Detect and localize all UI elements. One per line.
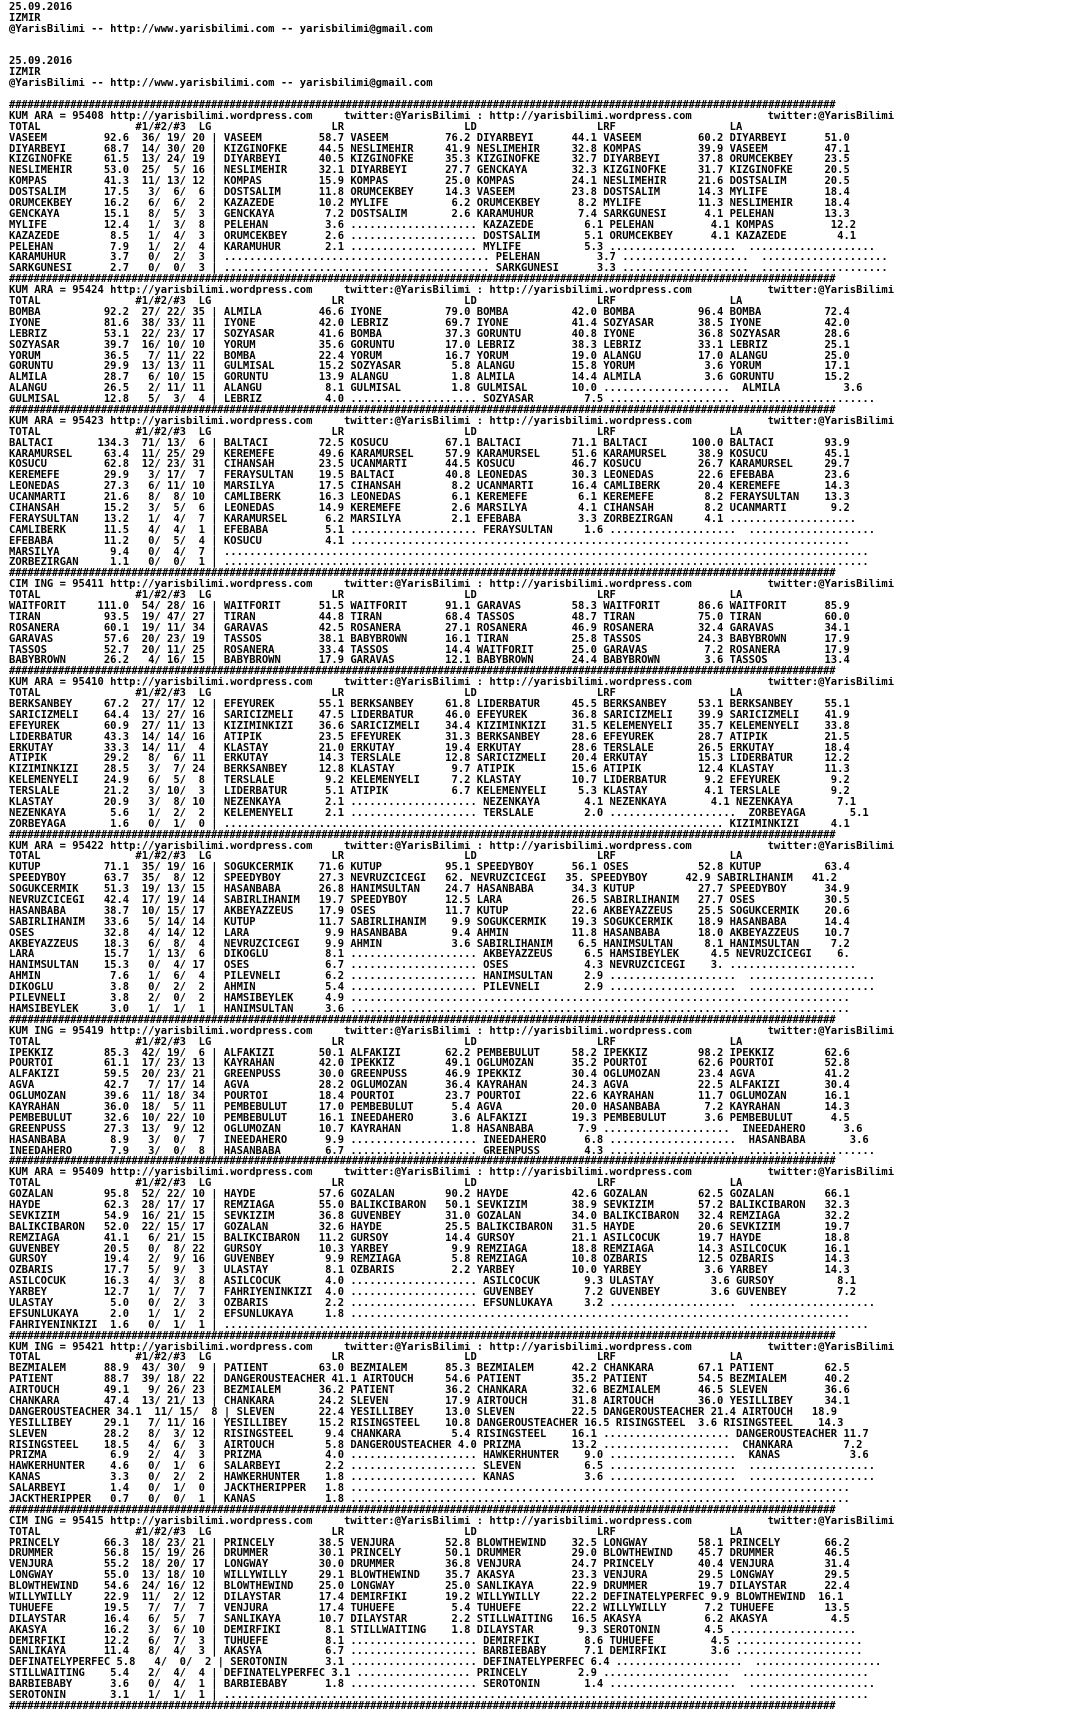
result-row: PEMBEBULUT 32.6 10/ 22/ 10 | PEMBEBULUT 16.1 INEEDAHERO 3.6 ALFAKIZI 19.3 PEMBEBULUT 3.6 PEMBEBULUT 4.5 <box>9 1112 850 1124</box>
result-row: HASANBABA 38.7 10/ 15/ 17 | AKBEYAZZEUS 17.9 OSES 11.7 KUTUP 22.6 AKBEYAZZEUS 25.5 SOGUKCERMIK 20.6 <box>9 905 850 917</box>
result-row: BARBIEBABY 3.6 0/ 4/ 1 | BARBIEBABY 1.8 .................... SEROTONIN 1.4 .................... .................... <box>9 1679 876 1691</box>
result-row: SEROTONIN 3.1 1/ 1/ 1 | ...................................................................................................... <box>9 1690 869 1701</box>
result-row: PRIZMA 6.9 2/ 4/ 3 | PRIZMA 4.0 .................... HAWKERHUNTER 9.0 .................... KANAS 3.6 <box>9 1450 869 1462</box>
result-row: GULMISAL 12.8 5/ 3/ 4 | LEBRIZ 4.0 .................... SOZYASAR 7.5 .................... .................... <box>9 394 876 405</box>
result-row: ALFAKIZI 59.5 20/ 23/ 21 | GREENPUSS 30.0 GREENPUSS 46.9 IPEKKIZ 30.4 OGLUMOZAN 23.4 AGVA 41.2 <box>9 1069 850 1081</box>
section-separator: ####################################################################################################################################### <box>9 1330 836 1342</box>
result-row: SOZYASAR 39.7 16/ 10/ 10 | YORUM 35.6 GORUNTU 17.0 LEBRIZ 38.3 LEBRIZ 33.1 LEBRIZ 25.1 <box>9 339 850 351</box>
race-title: KUM ARA = 95424 http://yarisbilimi.wordpress.com twitter:@YarisBilimi : http://yarisbilimi.wordpress.com twitter:@YarisBilimi <box>9 285 895 297</box>
result-row: KLASTAY 20.9 3/ 8/ 10 | NEZENKAYA 2.1 .................... NEZENKAYA 4.1 NEZENKAYA 4.1 NEZENKAYA 7.1 <box>9 797 857 808</box>
result-row: AKBEYAZZEUS 18.3 6/ 8/ 4 | NEVRUZCICEGI 9.9 AHMIN 3.6 SABIRLIHANIM 6.5 HANIMSULTAN 8.1 HANIMSULTAN 7.2 <box>9 938 850 950</box>
result-row: KAZAZEDE 8.5 1/ 4/ 3 | ORUMCEKBEY 2.6 .................... DOSTSALIM 5.1 ORUMCEKBEY 4.1 KAZAZEDE 4.1 <box>9 230 857 242</box>
result-row: EFEYUREK 60.9 27/ 11/ 13 | KIZIMINKIZI 36.6 SARICIZMELI 34.4 KIZIMINKIZI 31.5 KELEMENYELI 35.7 KELEMENYELI 33.8 <box>9 720 850 732</box>
result-row: KARAMUHUR 3.7 0/ 2/ 3 | .......................................... PELEHAN 3.7 .................... .................... <box>9 252 888 264</box>
result-row: AKASYA 16.2 3/ 6/ 10 | DEMIRFIKI 8.1 STILLWAITING 1.8 DILAYSTAR 9.3 SEROTONIN 4.5 .................... <box>9 1624 857 1636</box>
result-row: ULASTAY 5.0 0/ 2/ 3 | OZBARIS 2.2 .................... EFSUNLUKAYA 3.2 .................... .................... <box>9 1297 876 1309</box>
column-header-row: TOTAL #1/#2/#3 LG LR LD LRF LA <box>9 1352 743 1364</box>
result-row: FERAYSULTAN 13.2 1/ 4/ 7 | KARAMURSEL 6.2 MARSILYA 2.1 EFEBABA 3.3 ZORBEZIRGAN 4.1 .................... <box>9 513 857 525</box>
race-title: KUM ING = 95421 http://yarisbilimi.wordpress.com twitter:@YarisBilimi : http://yarisbilimi.wordpress.com twitter:@YarisBilimi <box>9 1341 895 1353</box>
result-row: HAYDE 62.3 28/ 17/ 17 | REMZIAGA 55.0 BALIKCIBARON 50.1 SEVKIZIM 38.9 SEVKIZIM 57.2 BALIKCIBARON 32.3 <box>9 1199 850 1211</box>
result-row: OZBARIS 17.7 5/ 9/ 3 | ULASTAY 8.1 OZBARIS 2.2 YARBEY 10.0 YARBEY 3.6 YARBEY 14.3 <box>9 1265 850 1277</box>
header-line: @YarisBilimi -- http://www.yarisbilimi.com -- yarisbilimi@gmail.com <box>9 78 433 90</box>
column-header-row: TOTAL #1/#2/#3 LG LR LD LRF LA <box>9 851 743 863</box>
result-row: ALANGU 26.5 2/ 11/ 11 | ALANGU 8.1 GULMISAL 1.8 GULMISAL 10.0 .................... ALMILA 3.6 <box>9 383 863 395</box>
race-title: CIM ING = 95411 http://yarisbilimi.wordpress.com twitter:@YarisBilimi : http://yarisbilimi.wordpress.com twitter:@YarisBilimi <box>9 579 895 591</box>
result-row: INEEDAHERO 7.9 3/ 0/ 8 | HASANBABA 6.7 .................... GREENPUSS 4.3 .................... .................... <box>9 1145 876 1157</box>
header-line <box>9 35 1069 46</box>
result-row: DIKOGLU 3.8 0/ 2/ 2 | AHMIN 5.4 .................... PILEVNELI 2.9 .................... .................... <box>9 982 876 994</box>
result-row: DOSTSALIM 17.5 3/ 6/ 6 | DOSTSALIM 11.8 ORUMCEKBEY 14.3 VASEEM 23.8 DOSTSALIM 14.3 MYLIFE 18.4 <box>9 187 850 199</box>
result-row: WILLYWILLY 22.9 11/ 2/ 12 | DILAYSTAR 17.4 DEMIRFIKI 19.2 WILLYWILLY 22.2 DEFINATELYPERFEC 9.9 BLOWTHEWIND 16.1 <box>9 1592 844 1603</box>
header-line: @YarisBilimi -- http://www.yarisbilimi.com -- yarisbilimi@gmail.com <box>9 23 433 35</box>
section-separator: ####################################################################################################################################### <box>9 829 836 841</box>
result-row: GURSOY 19.4 2/ 9/ 16 | GUVENBEY 9.9 REMZIAGA 5.8 REMZIAGA 10.8 OZBARIS 12.5 OZBARIS 14.3 <box>9 1254 850 1266</box>
result-row: LEBRIZ 53.1 22/ 23/ 17 | SOZYASAR 41.6 BOMBA 37.3 GORUNTU 40.8 IYONE 36.8 SOZYASAR 28.6 <box>9 328 850 340</box>
result-row: VENJURA 55.2 18/ 20/ 17 | LONGWAY 30.0 DRUMMER 36.8 VENJURA 24.7 PRINCELY 40.4 VENJURA 31.4 <box>9 1559 850 1571</box>
section-separator: ####################################################################################################################################### <box>9 666 836 678</box>
result-row: RISINGSTEEL 18.5 4/ 6/ 3 | AIRTOUCH 5.8 DANGEROUSTEACHER 4.0 PRIZMA 13.2 .................... CHANKARA 7.2 <box>9 1439 863 1451</box>
race-title: KUM ARA = 95423 http://yarisbilimi.wordpress.com twitter:@YarisBilimi : http://yarisbilimi.wordpress.com twitter:@YarisBilimi <box>9 415 895 427</box>
result-row: OSES 32.8 4/ 14/ 12 | LARA 9.9 HASANBABA 9.4 AHMIN 11.8 HASANBABA 18.0 AKBEYAZZEUS 10.7 <box>9 927 850 939</box>
result-row: PELEHAN 7.9 1/ 2/ 4 | KARAMUHUR 2.1 .................... MYLIFE 5.3 .................... .................... <box>9 241 876 253</box>
column-header-row: TOTAL #1/#2/#3 LG LR LD LRF LA <box>9 590 743 601</box>
result-row: ALMILA 28.7 6/ 10/ 15 | GORUNTU 13.9 ALANGU 1.8 ALMILA 14.4 ALMILA 3.6 GORUNTU 15.2 <box>9 372 850 384</box>
result-row: KOSUCU 62.8 12/ 23/ 31 | CIHANSAH 23.5 UCANMARTI 44.5 KOSUCU 46.7 KOSUCU 26.7 KARAMURSEL 29.7 <box>9 459 850 471</box>
result-row: KEREMEFE 29.9 3/ 17/ 7 | FERAYSULTAN 19.5 BALTACI 40.8 LEONEDAS 30.3 LEONEDAS 22.6 EFEBABA 23.6 <box>9 470 850 482</box>
result-row: DANGEROUSTEACHER 34.1 11/ 15/ 8 | SLEVEN 22.4 YESILLIBEY 13.0 SLEVEN 22.5 DANGEROUSTEACHER 21.4 AIRTOUCH 18.9 <box>9 1406 838 1418</box>
header-line <box>9 46 1069 57</box>
race-title: KUM ARA = 95408 http://yarisbilimi.wordpress.com twitter:@YarisBilimi : http://yarisbilimi.wordpress.com twitter:@YarisBilimi <box>9 110 895 122</box>
result-row: BEZMIALEM 88.9 43/ 30/ 9 | PATIENT 63.0 BEZMIALEM 85.3 BEZMIALEM 42.2 CHANKARA 67.1 PATIENT 62.5 <box>9 1363 850 1375</box>
race-title: KUM ING = 95419 http://yarisbilimi.wordpress.com twitter:@YarisBilimi : http://yarisbilimi.wordpress.com twitter:@YarisBilimi <box>9 1025 895 1037</box>
column-header-row: TOTAL #1/#2/#3 LG LR LD LRF LA <box>9 121 743 133</box>
race-title: KUM ARA = 95422 http://yarisbilimi.wordpress.com twitter:@YarisBilimi : http://yarisbilimi.wordpress.com twitter:@YarisBilimi <box>9 840 895 852</box>
result-row: DEFINATELYPERFEC 5.8 4/ 0/ 2 | SEROTONIN 3.1 .................... DEFINATELYPERFEC 6.4 .................... .................... <box>9 1657 882 1669</box>
column-header-row: TOTAL #1/#2/#3 LG LR LD LRF LA <box>9 296 743 307</box>
section-separator: ####################################################################################################################################### <box>9 274 836 286</box>
result-row: SARKGUNESI 2.7 0/ 0/ 3 | .......................................... SARKGUNESI 3.3 .................... .................... <box>9 263 888 275</box>
result-row: KUTUP 71.1 35/ 19/ 16 | SOGUKCERMIK 71.6 KUTUP 95.1 SPEEDYBOY 56.1 OSES 52.8 KUTUP 63.4 <box>9 862 850 874</box>
header-line: 25.09.2016 <box>9 2 73 13</box>
result-row: KOMPAS 41.3 11/ 13/ 12 | KOMPAS 15.9 KOMPAS 25.0 KOMPAS 24.1 NESLIMEHIR 21.6 DOSTSALIM 20.5 <box>9 176 850 188</box>
section-separator: ####################################################################################################################################### <box>9 1700 836 1712</box>
result-row: EFSUNLUKAYA 2.0 1/ 1/ 2 | EFSUNLUKAYA 1.8 ............................................................................... <box>9 1308 850 1320</box>
result-row: WAITFORIT 111.0 54/ 28/ 16 | WAITFORIT 51.5 WAITFORIT 91.1 GARAVAS 58.3 WAITFORIT 86.6 WAITFORIT 85.9 <box>9 600 850 612</box>
result-row: BALTACI 134.3 71/ 13/ 6 | BALTACI 72.5 KOSUCU 67.1 BALTACI 71.1 BALTACI 100.0 BALTACI 93.9 <box>9 437 850 449</box>
result-row: HASANBABA 8.9 3/ 0/ 7 | INEEDAHERO 9.9 .................... INEEDAHERO 6.8 .................... HASANBABA 3.6 <box>9 1134 869 1146</box>
header-line <box>9 89 1069 100</box>
section-separator: ####################################################################################################################################### <box>9 404 836 416</box>
result-row: IYONE 81.6 38/ 33/ 11 | IYONE 42.0 LEBRIZ 69.7 IYONE 41.4 SOZYASAR 38.5 IYONE 42.0 <box>9 317 850 329</box>
result-row: YESILLIBEY 29.1 7/ 11/ 16 | YESILLIBEY 15.2 RISINGSTEEL 10.8 DANGEROUSTEACHER 16.5 RISINGSTEEL 3.6 RISINGSTEEL 14.3 <box>9 1417 844 1429</box>
result-row: ASILCOCUK 16.3 4/ 3/ 8 | ASILCOCUK 4.0 .................... ASILCOCUK 9.3 ULASTAY 3.6 GURSOY 8.1 <box>9 1276 857 1288</box>
result-row: NEZENKAYA 5.6 1/ 2/ 2 | KELEMENYELI 2.1 .................... TERSLALE 2.0 .................... ZORBEYAGA 5.1 <box>9 807 869 819</box>
result-row: KANAS 3.3 0/ 2/ 2 | HAWKERHUNTER 1.8 .................... KANAS 3.6 .................... .................... <box>9 1472 876 1484</box>
result-row: SOGUKCERMIK 51.3 19/ 13/ 15 | HASANBABA 26.8 HANIMSULTAN 24.7 HASANBABA 34.3 KUTUP 27.7 SPEEDYBOY 34.9 <box>9 884 850 896</box>
result-row: AGVA 42.7 7/ 17/ 14 | AGVA 28.2 OGLUMOZAN 36.4 KAYRAHAN 24.3 AGVA 22.5 ALFAKIZI 30.4 <box>9 1080 850 1092</box>
header-line: 25.09.2016 <box>9 56 73 68</box>
result-row: NESLIMEHIR 53.0 25/ 5/ 16 | NESLIMEHIR 32.1 DIYARBEYI 27.7 GENCKAYA 32.3 KIZGINOFKE 31.7 KIZGINOFKE 20.5 <box>9 165 850 177</box>
result-row: GORUNTU 29.9 13/ 13/ 11 | GULMISAL 15.2 SOZYASAR 5.8 ALANGU 15.8 YORUM 3.6 YORUM 17.1 <box>9 361 850 373</box>
result-row: LEONEDAS 27.3 6/ 11/ 10 | MARSILYA 17.5 CIHANSAH 8.2 UCANMARTI 16.4 CAMLIBERK 20.4 KEREMEFE 14.3 <box>9 481 850 493</box>
result-row: SEVKIZIM 54.9 16/ 21/ 15 | SEVKIZIM 36.8 GUVENBEY 31.0 GOZALAN 34.0 BALIKCIBARON 32.4 REMZIAGA 32.2 <box>9 1210 850 1222</box>
result-row: PRINCELY 66.3 18/ 23/ 21 | PRINCELY 38.5 VENJURA 52.8 BLOWTHEWIND 32.5 LONGWAY 58.1 PRINCELY 66.2 <box>9 1537 850 1549</box>
result-row: BOMBA 92.2 27/ 22/ 35 | ALMILA 46.6 IYONE 79.0 BOMBA 42.0 BOMBA 96.4 BOMBA 72.4 <box>9 306 850 318</box>
result-row: SARICIZMELI 64.4 13/ 27/ 16 | SARICIZMELI 47.5 LIDERBATUR 46.0 EFEYUREK 36.8 SARICIZMELI 39.9 SARICIZMELI 41.9 <box>9 709 850 721</box>
result-row: PILEVNELI 3.8 2/ 0/ 2 | HAMSIBEYLEK 4.9 ............................................................................... <box>9 993 850 1004</box>
result-row: HAMSIBEYLEK 3.0 1/ 1/ 1 | HANIMSULTAN 3.6 ............................................................................... <box>9 1003 850 1015</box>
column-header-row: TOTAL #1/#2/#3 LG LR LD LRF LA <box>9 1036 743 1048</box>
result-row: KARAMURSEL 63.4 11/ 25/ 29 | KEREMEFE 49.6 KARAMURSEL 57.9 KARAMURSEL 51.6 KARAMURSEL 38.9 KOSUCU 45.1 <box>9 448 850 460</box>
column-header-row: TOTAL #1/#2/#3 LG LR LD LRF LA <box>9 426 743 438</box>
result-row: STILLWAITING 5.4 2/ 4/ 4 | DEFINATELYPERFEC 3.1 .................. PRINCELY 2.9 .................... .................... <box>9 1668 869 1680</box>
result-row: HANIMSULTAN 15.3 0/ 4/ 17 | OSES 6.7 .................... OSES 4.3 NEVRUZCICEGI 3. .................... <box>9 960 857 972</box>
result-row: KIZGINOFKE 61.5 13/ 24/ 19 | DIYARBEYI 40.5 KIZGINOFKE 35.3 KIZGINOFKE 32.7 DIYARBEYI 37.8 ORUMCEKBEY 23.5 <box>9 154 850 166</box>
result-row: PATIENT 88.7 39/ 18/ 22 | DANGEROUSTEACHER 41.1 AIRTOUCH 54.6 PATIENT 35.2 PATIENT 54.5 BEZMIALEM 40.2 <box>9 1374 850 1386</box>
result-row: GENCKAYA 15.1 8/ 5/ 3 | GENCKAYA 7.2 DOSTSALIM 2.6 KARAMUHUR 7.4 SARKGUNESI 4.1 PELEHAN 13.3 <box>9 208 850 220</box>
result-row: DIYARBEYI 68.7 14/ 30/ 20 | KIZGINOFKE 44.5 NESLIMEHIR 41.9 NESLIMEHIR 32.8 KOMPAS 39.9 VASEEM 47.1 <box>9 143 850 155</box>
result-row: EFEBABA 11.2 0/ 5/ 4 | KOSUCU 4.1 ............................................................................... <box>9 535 850 547</box>
result-row: ATIPIK 29.2 8/ 6/ 11 | ERKUTAY 14.3 TERSLALE 12.8 SARICIZMELI 20.4 ERKUTAY 15.3 LIDERBATUR 12.2 <box>9 753 850 765</box>
result-row: UCANMARTI 21.6 8/ 8/ 10 | CAMLIBERK 16.3 LEONEDAS 6.1 KEREMEFE 6.1 KEREMEFE 8.2 FERAYSULTAN 13.3 <box>9 492 850 503</box>
result-row: LARA 15.7 1/ 13/ 6 | DIKOGLU 8.1 .................... AKBEYAZZEUS 6.5 HAMSIBEYLEK 4.5 NEVRUZCICEGI 6. <box>9 949 850 961</box>
section-separator: ####################################################################################################################################### <box>9 100 836 111</box>
result-row: AHMIN 7.6 1/ 6/ 4 | PILEVNELI 6.2 .................... HANIMSULTAN 2.9 .................... .................... <box>9 971 876 983</box>
result-row: LONGWAY 55.0 13/ 18/ 10 | WILLYWILLY 29.1 BLOWTHEWIND 35.7 AKASYA 23.3 VENJURA 29.5 LONGWAY 29.5 <box>9 1570 850 1582</box>
header-line: IZMIR <box>9 67 41 79</box>
result-row: ZORBEYAGA 1.6 0/ 1/ 0 | ............................................................................... KIZIMINKIZI 4.1 <box>9 818 850 830</box>
result-row: POURTOI 61.1 17/ 23/ 13 | KAYRAHAN 42.0 IPEKKIZ 49.1 OGLUMOZAN 35.2 POURTOI 62.6 POURTOI 52.8 <box>9 1058 850 1070</box>
result-row: NEVRUZCICEGI 42.4 17/ 19/ 14 | SABIRLIHANIM 19.7 SPEEDYBOY 12.5 LARA 26.5 SABIRLIHANIM 27.7 OSES 30.5 <box>9 895 850 906</box>
result-row: BLOWTHEWIND 54.6 24/ 16/ 12 | BLOWTHEWIND 25.0 LONGWAY 25.0 SANLIKAYA 22.9 DRUMMER 19.7 DILAYSTAR 22.4 <box>9 1581 850 1593</box>
result-row: REMZIAGA 41.1 6/ 21/ 15 | BALIKCIBARON 11.2 GURSOY 14.4 GURSOY 21.1 ASILCOCUK 19.7 HAYDE 18.8 <box>9 1232 850 1244</box>
race-title: CIM ING = 95415 http://yarisbilimi.wordpress.com twitter:@YarisBilimi : http://yarisbilimi.wordpress.com twitter:@YarisBilimi <box>9 1515 895 1527</box>
result-row: GOZALAN 95.8 52/ 22/ 10 | HAYDE 57.6 GOZALAN 90.2 HAYDE 42.6 GOZALAN 62.5 GOZALAN 66.1 <box>9 1189 850 1200</box>
result-row: DEMIRFIKI 12.2 6/ 7/ 3 | TUHUEFE 8.1 .................... DEMIRFIKI 8.6 TUHUEFE 4.5 .................... <box>9 1635 863 1647</box>
race-title: KUM ARA = 95409 http://yarisbilimi.wordpress.com twitter:@YarisBilimi : http://yarisbilimi.wordpress.com twitter:@YarisBilimi <box>9 1167 895 1179</box>
result-row: JACKTHERIPPER 0.7 0/ 0/ 1 | KANAS 1.8 ............................................................................... <box>9 1494 850 1505</box>
result-row: YORUM 36.5 7/ 11/ 22 | BOMBA 22.4 YORUM 16.7 YORUM 19.0 ALANGU 17.0 ALANGU 25.0 <box>9 350 850 362</box>
column-header-row: TOTAL #1/#2/#3 LG LR LD LRF LA <box>9 1526 743 1538</box>
result-row: TERSLALE 21.2 3/ 10/ 3 | LIDERBATUR 5.1 ATIPIK 6.7 KELEMENYELI 5.3 KLASTAY 4.1 TERSLALE 9.2 <box>9 786 850 798</box>
result-row: HAWKERHUNTER 4.6 0/ 1/ 6 | SALARBEYI 2.2 .................... SLEVEN 6.5 .................... .................... <box>9 1461 876 1473</box>
section-separator: ####################################################################################################################################### <box>9 1156 836 1168</box>
result-row: MYLIFE 12.4 1/ 3/ 8 | PELEHAN 3.6 .................... KAZAZEDE 6.1 PELEHAN 4.1 KOMPAS 12.2 <box>9 219 857 231</box>
result-row: GUVENBEY 20.5 0/ 8/ 22 | GURSOY 10.3 YARBEY 9.9 REMZIAGA 18.8 REMZIAGA 14.3 ASILCOCUK 16.1 <box>9 1243 850 1255</box>
section-separator: ####################################################################################################################################### <box>9 568 836 580</box>
section-separator: ####################################################################################################################################### <box>9 1014 836 1026</box>
result-row: AIRTOUCH 49.1 9/ 26/ 23 | BEZMIALEM 36.2 PATIENT 36.2 CHANKARA 32.6 BEZMIALEM 46.5 SLEVEN 36.6 <box>9 1385 850 1396</box>
result-row: ROSANERA 60.1 19/ 11/ 34 | GARAVAS 42.5 ROSANERA 27.1 ROSANERA 46.9 ROSANERA 32.4 GARAVAS 34.1 <box>9 622 850 634</box>
result-row: FAHRIYENINKIZI 1.6 0/ 1/ 1 | ...................................................................................................... <box>9 1319 869 1331</box>
result-row: MARSILYA 9.4 0/ 4/ 7 | ...................................................................................................... <box>9 546 869 558</box>
section-separator: ####################################################################################################################################### <box>9 1504 836 1516</box>
result-row: BALIKCIBARON 52.0 22/ 15/ 17 | GOZALAN 32.6 HAYDE 25.5 BALIKCIBARON 31.5 HAYDE 20.6 SEVKIZIM 19.7 <box>9 1221 850 1233</box>
result-row: CHANKARA 47.4 13/ 21/ 13 | CHANKARA 24.2 SLEVEN 17.9 AIRTOUCH 31.8 AIRTOUCH 36.0 YESILLIBEY 34.1 <box>9 1396 850 1407</box>
result-row: GREENPUSS 27.3 13/ 9/ 12 | OGLUMOZAN 10.7 KAYRAHAN 1.8 HASANBABA 7.9 .................... INEEDAHERO 3.6 <box>9 1123 863 1135</box>
result-row: GARAVAS 57.6 20/ 23/ 19 | TASSOS 38.1 BABYBROWN 16.1 TIRAN 25.8 TASSOS 24.3 BABYBROWN 17.9 <box>9 633 850 645</box>
result-row: OGLUMOZAN 39.6 11/ 18/ 34 | POURTOI 18.4 POURTOI 23.7 POURTOI 22.6 KAYRAHAN 11.7 OGLUMOZAN 16.1 <box>9 1091 850 1102</box>
result-row: ZORBEZIRGAN 1.1 0/ 0/ 1 | ...................................................................................................... <box>9 557 869 569</box>
result-row: CIHANSAH 15.2 3/ 5/ 6 | LEONEDAS 14.9 KEREMEFE 2.6 MARSILYA 4.1 CIHANSAH 8.2 UCANMARTI 9.2 <box>9 502 850 514</box>
column-header-row: TOTAL #1/#2/#3 LG LR LD LRF LA <box>9 1178 743 1190</box>
result-row: LIDERBATUR 43.3 14/ 14/ 16 | ATIPIK 23.5 EFEYUREK 31.3 BERKSANBEY 28.6 EFEYUREK 28.7 ATIPIK 21.5 <box>9 731 850 743</box>
result-row: VASEEM 92.6 36/ 19/ 20 | VASEEM 58.7 VASEEM 76.2 DIYARBEYI 44.1 VASEEM 60.2 DIYARBEYI 51.0 <box>9 132 850 144</box>
result-row: KAYRAHAN 36.0 18/ 5/ 11 | PEMBEBULUT 17.0 PEMBEBULUT 5.4 AGVA 20.0 HASANBABA 7.2 KAYRAHAN 14.3 <box>9 1101 850 1113</box>
result-row: SLEVEN 28.2 8/ 3/ 12 | RISINGSTEEL 9.4 CHANKARA 5.4 RISINGSTEEL 16.1 .................... DANGEROUSTEACHER 11.7 <box>9 1428 869 1440</box>
column-header-row: TOTAL #1/#2/#3 LG LR LD LRF LA <box>9 688 743 699</box>
race-title: KUM ARA = 95410 http://yarisbilimi.wordpress.com twitter:@YarisBilimi : http://yarisbilimi.wordpress.com twitter:@YarisBilimi <box>9 677 895 689</box>
result-row: KIZIMINKIZI 28.5 3/ 7/ 24 | BERKSANBEY 12.8 KLASTAY 9.7 ATIPIK 15.6 ATIPIK 12.4 KLASTAY 11.3 <box>9 764 850 776</box>
result-row: ERKUTAY 33.3 14/ 11/ 4 | KLASTAY 21.0 ERKUTAY 19.4 ERKUTAY 28.6 TERSLALE 26.5 ERKUTAY 18.4 <box>9 742 850 754</box>
result-row: TASSOS 52.7 20/ 11/ 25 | ROSANERA 33.4 TASSOS 14.4 WAITFORIT 25.0 GARAVAS 7.2 ROSANERA 17.9 <box>9 644 850 656</box>
result-row: DILAYSTAR 16.4 6/ 5/ 7 | SANLIKAYA 10.7 DILAYSTAR 2.2 STILLWAITING 16.5 AKASYA 6.2 AKASYA 4.5 <box>9 1613 850 1625</box>
result-row: KELEMENYELI 24.9 6/ 5/ 8 | TERSLALE 9.2 KELEMENYELI 7.2 KLASTAY 10.7 LIDERBATUR 9.2 EFEYUREK 9.2 <box>9 775 850 787</box>
result-row: TUHUEFE 19.5 7/ 7/ 7 | VENJURA 17.4 TUHUEFE 5.4 TUHUEFE 22.2 WILLYWILLY 7.2 TUHUEFE 13.5 <box>9 1602 850 1614</box>
result-row: SPEEDYBOY 63.7 35/ 8/ 12 | SPEEDYBOY 27.3 NEVRUZCICEGI 62. NEVRUZCICEGI 35. SPEEDYBOY 42.9 SABIRLIHANIM 41.2 <box>9 873 838 885</box>
result-row: IPEKKIZ 85.3 42/ 19/ 6 | ALFAKIZI 50.1 ALFAKIZI 62.2 PEMBEBULUT 58.2 IPEKKIZ 98.2 IPEKKIZ 62.6 <box>9 1047 850 1059</box>
result-row: ORUMCEKBEY 16.2 6/ 6/ 2 | KAZAZEDE 10.2 MYLIFE 6.2 ORUMCEKBEY 8.2 MYLIFE 11.3 NESLIMEHIR 18.4 <box>9 198 850 209</box>
result-row: TIRAN 93.5 19/ 47/ 27 | TIRAN 44.8 TIRAN 68.4 TASSOS 48.7 TIRAN 75.0 TIRAN 60.0 <box>9 611 850 623</box>
result-row: YARBEY 12.7 1/ 7/ 7 | FAHRIYENINKIZI 4.0 .................... GUVENBEY 7.2 GUVENBEY 3.6 GUVENBEY 7.2 <box>9 1287 857 1298</box>
result-row: BERKSANBEY 67.2 27/ 17/ 12 | EFEYUREK 55.1 BERKSANBEY 61.8 LIDERBATUR 45.5 BERKSANBEY 53.1 BERKSANBEY 55.1 <box>9 699 850 710</box>
result-row: BABYBROWN 26.2 4/ 16/ 15 | BABYBROWN 17.9 GARAVAS 12.1 BABYBROWN 24.4 BABYBROWN 3.6 TASSOS 13.4 <box>9 655 850 667</box>
result-row: DRUMMER 56.8 15/ 19/ 26 | DRUMMER 30.1 PRINCELY 50.1 DRUMMER 29.0 BLOWTHEWIND 45.7 DRUMMER 46.5 <box>9 1548 850 1560</box>
header-line: IZMIR <box>9 12 41 24</box>
result-row: SANLIKAYA 11.4 8/ 4/ 3 | AKASYA 6.7 .................... BARBIEBABY 7.1 DEMIRFIKI 3.6 .................... <box>9 1646 863 1658</box>
result-row: SALARBEYI 1.4 0/ 1/ 0 | JACKTHERIPPER 1.8 ............................................................................... <box>9 1483 850 1495</box>
result-row: SABIRLIHANIM 33.6 5/ 14/ 14 | KUTUP 11.7 SABIRLIHANIM 9.9 SOGUKCERMIK 19.3 SOGUKCERMIK 18.9 HASANBABA 14.4 <box>9 916 850 928</box>
result-row: CAMLIBERK 11.5 4/ 4/ 1 | EFEBABA 5.1 .................... FERAYSULTAN 1.6 .................... .................... <box>9 524 876 536</box>
